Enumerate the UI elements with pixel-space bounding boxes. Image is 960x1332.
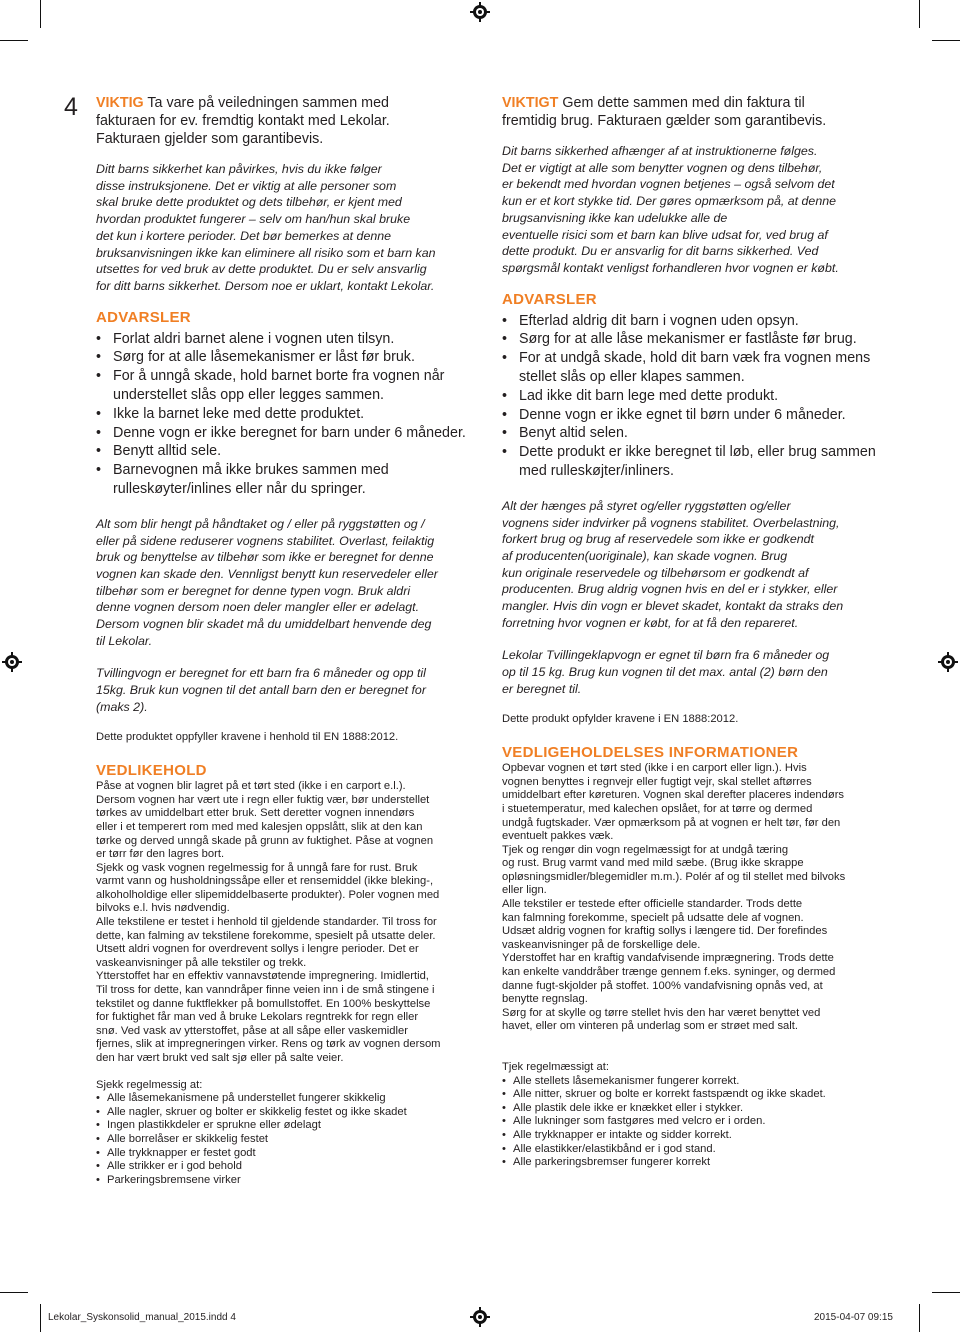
text-line: op til 15 kg. Brug kun vognen til det max. antal (2) børn den [502,665,828,680]
text-line: Dit barns sikkerhed afhænger af at instruktionerne følges. [502,144,818,158]
crop-mark [932,1292,960,1293]
intro-line: Gem dette sammen med din faktura til [562,95,805,111]
text-line: vaskeanvisninger på de forskellige dele. [502,938,701,951]
column-danish [502,94,882,1170]
text-line: eller på sidene reduserer vognens stabilitet. Overlast, feilaktig [96,533,435,548]
text-line: tilbehør som er beregnet for denne typen vogn. Bruk aldri [96,583,411,598]
text-line: umiddelbart efter køreturen. Vognen skal derefter placeres indendørs [502,789,845,802]
registration-mark-bottom [473,1310,487,1324]
text-line: vognen benyttes i regnvejr eller fugtigt vejr, skal stellet aftørres [502,775,812,788]
text-line: Dersom vognen har vært ute i regn eller fuktig vær, bør understellet [96,793,430,806]
text-line: forkert brug og brug af reservedele som ikke er godkendt [502,532,814,547]
crop-mark [919,1304,920,1332]
important-label: VIKTIGT [502,95,559,111]
text-line: Alle tekstilene er testet i henhold til gjeldende standarder. Til tross for [96,916,437,929]
text-line: hvordan produktet fungerer – selv om han/hun skal bruke [96,212,411,227]
text-line: eventuelle risici som et barn kan blive udsat for, ved brug af [502,227,828,242]
warning-item: • Sørg for at alle låsemekanismer er låst før bruk. [96,348,476,367]
maintenance-paragraph [502,762,882,1034]
check-item: • Alle parkeringsbremser fungerer korrekt [502,1156,882,1170]
text-line: er tørr før den lagres bort. [96,848,225,861]
text-line: vognens sider indvirker på vognens stabilitet. Overbelastning, [502,515,840,530]
warnings-heading: ADVARSLER [96,308,191,326]
check-item: • Alle låsemekanismene på understellet fungerer skikkelig [96,1092,476,1106]
warning-item: • Lad ikke dit barn lege med dette produkt. [502,387,882,406]
text-line: opløsningsmidler/blegemidler m.m.). Polér af og til stellet med bilvoks [502,870,846,883]
text-line: danne fugt-skjolder på stoffet. 100% vandafvisning opnås ved, at [502,979,823,992]
text-line: producenten. Brug aldrig vognen hvis en del er i stykker, eller [502,582,838,597]
text-line: undgå fugtskader. Vær opmærksom på at vognen er helt tør, før den [502,816,841,829]
warning-item: • Dette produkt er ikke beregnet til løb, eller brug sammen med rulleskøjter/inliners. [502,443,882,481]
text-line: Ytterstoffet har en effektiv vannavstøtende impregnering. Imidlertid, [96,970,429,983]
crop-mark [40,0,41,28]
stability-paragraph [502,498,882,632]
warning-item: • For å unngå skade, hold barnet borte fra vognen når understellet slås opp eller legges sammen. [96,367,476,405]
check-item: • Alle elastikker/elastikbånd er i god stand. [502,1143,882,1157]
warning-item: • Barnevognen må ikke brukes sammen med rulleskøyter/inlines eller når du springer. [96,461,476,499]
check-item: • Alle borrelåser er skikkelig festet [96,1133,476,1147]
crop-mark [0,1292,28,1293]
text-line: bilvoks e.l. hvis nødvendig. [96,902,230,915]
text-line: tørke og derved unngå skade på grunn av fuktighet. Påse at vognen [96,834,434,847]
footer-timestamp: 2015-04-07 09:15 [814,1312,893,1323]
check-item: • Alle strikker er i god behold [96,1160,476,1174]
maintenance-heading: VEDLIKEHOLD [96,762,207,780]
text-line: Dersom vognen blir skadet må du umiddelbart henvende deg [96,617,432,632]
text-line: Påse at vognen blir lagret på et tørt sted (ikke i en carport e.l.). [96,780,406,793]
warnings-heading: ADVARSLER [502,290,597,308]
warnings-list [96,330,476,499]
registration-mark-top [473,5,487,19]
text-line: disse instruksjonene. Det er viktig at alle personer som [96,178,397,193]
text-line: er beregnet til. [502,681,582,696]
crop-mark [40,1304,41,1332]
warning-item: • Benyt altid selen. [502,424,882,443]
column-norwegian [96,94,476,1187]
twin-paragraph [96,665,476,715]
check-list [96,1092,476,1187]
check-item: • Parkeringsbremsene virker [96,1174,476,1188]
text-line: forretning hvor vognen er købt, for at få den repareret. [502,615,799,630]
intro-line: Fakturaen gjelder som garantibevis. [96,131,324,147]
text-line: tørkes av umiddelbart etter bruk. Sett deretter vognen innendørs [96,807,415,820]
text-line: Lekolar Tvillingeklapvogn er egnet til børn fra 6 måneder og [502,648,830,663]
text-line: utsettes for ved bruk av dette produktet. Du er selv ansvarlig [96,262,427,277]
text-line: bruksanvisningen ikke kan eliminere all risiko som et barn kan [96,245,436,260]
text-line: Sjekk og vask vognen regelmessig for å unngå fare for rust. Bruk [96,861,418,874]
crop-mark [932,40,960,41]
check-item: • Alle nitter, skruer og bolte er korrekt fastspændt og ikke skadet. [502,1088,882,1102]
text-line: Alle tekstiler er testede efter officielle standarder. Trods dette [502,898,803,911]
text-line: Ditt barns sikkerhet kan påvirkes, hvis du ikke følger [96,162,382,176]
text-line: og rust. Brug varmt vand med mild sæbe. (Brug ikke skrappe [502,857,804,870]
text-line: skal bruke dette produktet og dets tilbehør, er kjent med [96,195,402,210]
text-line: fjernes, slik at impregneringen virker. Rens og tørk av vognen dersom [96,1038,441,1051]
warning-item: • Efterlad aldrig dit barn i vognen uden opsyn. [502,312,882,331]
warning-item: • Denne vogn er ikke egnet til børn under 6 måneder. [502,406,882,425]
text-line: Yderstoffet har en kraftig vandafvisende imprægnering. Trods dette [502,952,834,965]
stability-paragraph [96,516,476,650]
text-line: Til tross for dette, kan vanndråper finne veien inn i de små stingene i [96,984,435,997]
text-line: vaskeanvisninger på alle tekstiler og trekk. [96,956,307,969]
twin-paragraph [502,647,882,697]
maintenance-heading: VEDLIGEHOLDELSES INFORMATIONER [502,744,799,762]
important-intro [502,94,882,130]
crop-mark [919,0,920,28]
check-intro: Tjek regelmæssigt at: [502,1061,609,1073]
warning-item: • Sørg for at alle låse mekanismer er fastlåste før brug. [502,330,882,349]
intro-line: fakturaen for ev. fremdtig kontakt med Lekolar. [96,113,390,129]
warning-item: • Denne vogn er ikke beregnet for barn under 6 måneder. [96,424,476,443]
text-line: kan enkelte vanddråber trænge gennem f.eks. syninger, og dermed [502,966,836,979]
text-line: er bekendt med hvordan vognen betjenes – også selvom det [502,177,835,192]
crop-mark [0,40,28,41]
warnings-list [502,312,882,481]
text-line: bruk og benyttelse av tilbehør som ikke er beregnet for denne [96,550,434,565]
text-line: tekstilet og danne fuktflekker på bomullstoffet. En 100% beskyttelse [96,997,431,1010]
text-line: det kun i kortere perioder. Det bør bemerkes at denne [96,228,392,243]
text-line: havet, eller om vinteren på underlag som er strøet med salt. [502,1020,798,1033]
footer-filename: Lekolar_Syskonsolid_manual_2015.indd 4 [48,1312,236,1323]
warning-item: • Forlat aldri barnet alene i vognen uten tilsyn. [96,330,476,349]
check-item: • Alle trykknapper er intakte og sidder korrekt. [502,1129,882,1143]
check-item: • Alle lukninger som fastgøres med velcro er i orden. [502,1115,882,1129]
text-line: eller lign. [502,884,547,897]
warning-item: • For at undgå skade, hold dit barn væk fra vognen mens stellet slås op eller klapes sammen. [502,349,882,387]
standard-statement: Dette produkt opfylder kravene i EN 1888:2012. [502,712,739,725]
check-item: • Alle plastik dele ikke er knækket eller i stykker. [502,1102,882,1116]
standard-statement: Dette produktet oppfyller kravene i henhold til EN 1888:2012. [96,730,399,743]
text-line: Utsett aldri vognen for overdrevent sollys i lengre perioder. Det er [96,943,419,956]
text-line: alkoholholdige eller slipemiddelbaserte produkter). Poler vognen med [96,888,440,901]
text-line: den har vært brukt ved salt sjø eller på salte veier. [96,1052,344,1064]
text-line: benytte regnslag. [502,993,588,1006]
text-line: kan falmning forekomme, specielt på udsatte dele af vognen. [502,911,804,924]
intro-line: Ta vare på veiledningen sammen med [147,95,389,111]
text-line: eventuelt pakkes væk. [502,830,614,843]
page-number: 4 [64,93,78,121]
check-list [502,1075,882,1170]
check-item: • Alle stellets låsemekanismer fungerer korrekt. [502,1075,882,1089]
text-line: denne vognen dersom noen deler mangler eller er ødelagt. [96,600,420,615]
text-line: brugsanvisning ikke kan udelukke alle de [502,210,728,225]
text-line: Udsæt aldrig vognen for kraftig sollys i længere tid. Der forefindes [502,925,828,938]
important-label: VIKTIG [96,95,144,111]
text-line: vognen kan skade den. Vennligst benytt kun reservedeler eller [96,566,438,581]
text-line: til Lekolar. [96,633,153,648]
text-line: spørgsmål kontakt venligst forhandleren hvor vognen er købt. [502,260,839,275]
text-line: kun originale reservedele og tilbehørsom er godkendt af [502,565,809,580]
text-line: Sørg for at skylle og tørre stellet hvis den har været benyttet ved [502,1006,821,1019]
text-line: dette, kan falming av tekstilene forekomme, spesielt på utsatte deler. [96,929,436,942]
registration-mark-right [941,655,955,669]
text-line: af producenten(uoriginale), kan skade vognen. Brug [502,548,788,563]
registration-mark-left [5,655,19,669]
important-intro [96,94,476,148]
text-line: snø. Ved vask av ytterstoffet, påse at all såpe eller vaskemidler [96,1024,408,1037]
check-intro: Sjekk regelmessig at: [96,1078,203,1091]
warning-item: • Ikke la barnet leke med dette produktet. [96,405,476,424]
warning-item: • Benytt alltid sele. [96,442,476,461]
text-line: for ditt barns sikkerhet. Dersom noe er uklart, kontakt Lekolar. [96,278,435,293]
check-item: • Ingen plastikkdeler er sprukne eller ødelagt [96,1119,476,1133]
text-line: mangler. Hvis din vogn er blevet skadet, kontakt da straks den [502,599,844,614]
text-line: i stuetemperatur, med kalechen opslået, for at tørre og dermed [502,802,813,815]
text-line: Alt der hænges på styret og/eller ryggstøtten og/eller [502,498,791,513]
check-item: • Alle nagler, skruer og bolter er skikkelig festet og ikke skadet [96,1106,476,1120]
text-line: 15kg. Bruk kun vognen til det antall barn den er beregnet for [96,683,426,698]
text-line: Tjek og rengør din vogn regelmæssigt for at undgå tæring [502,843,789,856]
safety-paragraph [96,161,476,295]
text-line: Det er vigtigt at alle som benytter vognen og dens tilbehør, [502,160,823,175]
check-item: • Alle trykknapper er festet godt [96,1147,476,1161]
text-line: eller i et temperert rom med med kalesjen oppslått, slik at den kan [96,820,423,833]
text-line: varmt vann og husholdningssåpe eller et rensemiddel (ikke bleking-, [96,875,434,888]
text-line: dette produkt. Du er ansvarlig for dit barns sikkerhed. Ved [502,244,819,259]
maintenance-paragraph [96,780,476,1065]
text-line: Opbevar vognen et tørt sted (ikke i en carport eller lign.). Hvis [502,762,807,775]
text-line: (maks 2). [96,699,148,714]
text-line: Tvillingvogn er beregnet for ett barn fra 6 måneder og opp til [96,666,426,681]
text-line: Alt som blir hengt på håndtaket og / eller på ryggstøtten og / [96,516,425,531]
intro-line: fremtidig brug. Fakturaen gælder som garantibevis. [502,113,827,129]
safety-paragraph [502,143,882,277]
text-line: for fuktighet får man ved å bruke Lekolars regntrekk for regn eller [96,1011,419,1024]
text-line: kun er et kort stykke tid. Der gøres opmærksom på, at denne [502,194,836,209]
